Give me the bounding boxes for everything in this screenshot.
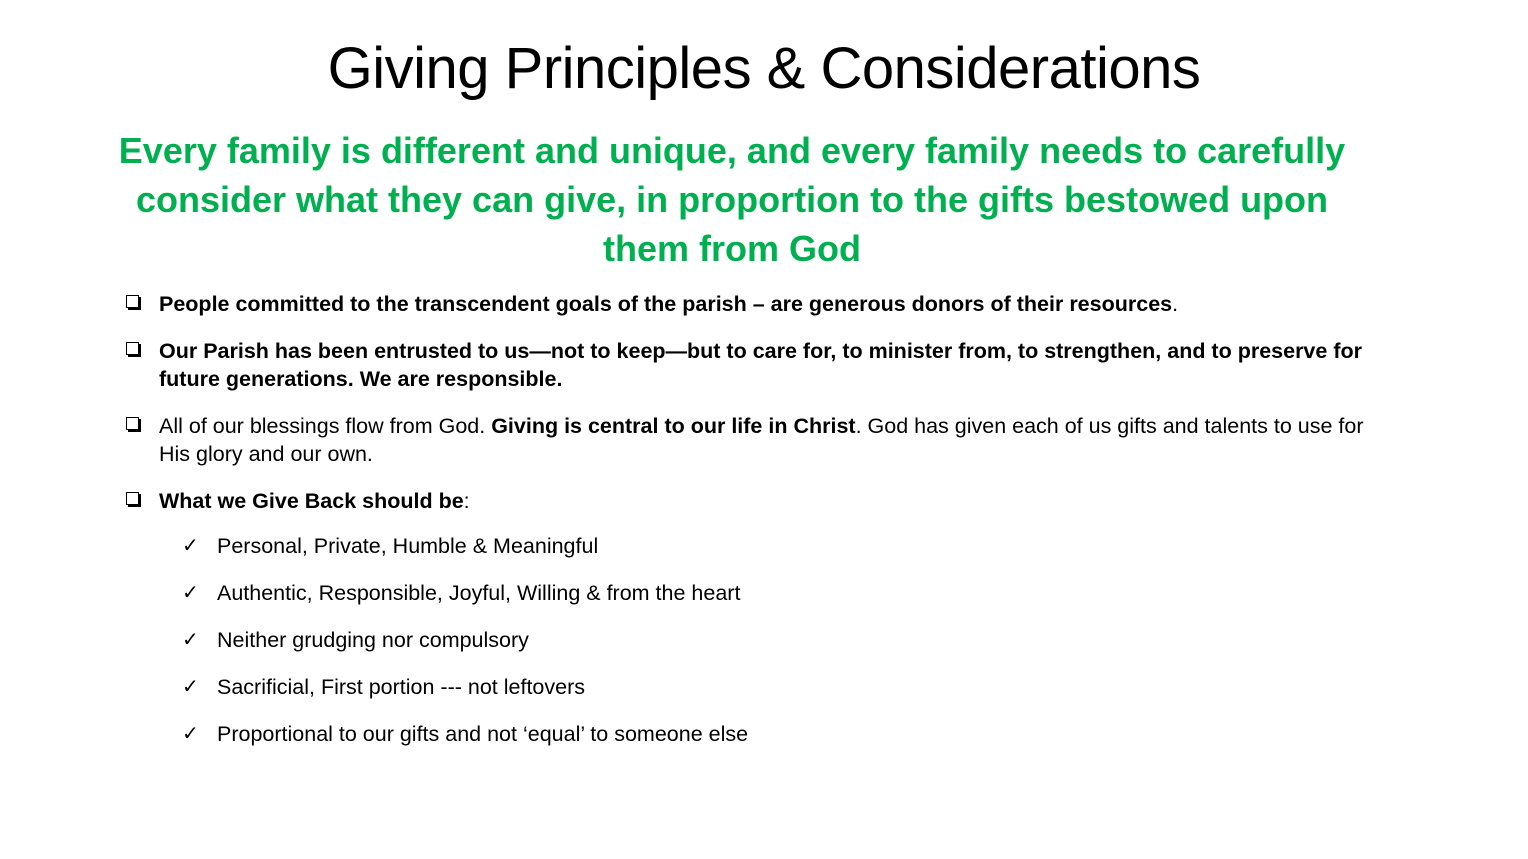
checkmark-icon: ✓ bbox=[182, 674, 199, 698]
checklist-text: Proportional to our gifts and not ‘equal’ to someone else bbox=[217, 722, 749, 746]
checklist-item bbox=[182, 532, 748, 560]
bullet-item bbox=[124, 337, 1364, 393]
checklist-text: Sacrificial, First portion --- not leftovers bbox=[217, 675, 585, 699]
checklist-text: Neither grudging nor compulsory bbox=[217, 628, 529, 652]
bullet-bold-text: People committed to the transcendent goals of the parish – are generous donors of their resources bbox=[159, 292, 1173, 316]
bullet-list bbox=[124, 290, 1364, 534]
checkmark-icon: ✓ bbox=[182, 721, 199, 745]
checklist-item bbox=[182, 673, 748, 701]
checklist-item bbox=[182, 626, 748, 654]
bullet-bold-text: What we Give Back should be bbox=[159, 489, 464, 513]
checkbox-square-icon bbox=[126, 492, 139, 505]
checkmark-icon: ✓ bbox=[182, 580, 199, 604]
checklist-text: Authentic, Responsible, Joyful, Willing & from the heart bbox=[217, 581, 741, 605]
bullet-trail-text: . God has given each of us gifts and talents to use for His glory and our own. bbox=[159, 414, 1364, 466]
slide-title: Giving Principles & Considerations bbox=[327, 36, 1201, 101]
checkmark-icon: ✓ bbox=[182, 627, 199, 651]
bullet-item bbox=[124, 487, 1364, 515]
bullet-lead-text: All of our blessings flow from God. bbox=[159, 414, 492, 438]
checkmark-icon: ✓ bbox=[182, 533, 199, 557]
checkbox-square-icon bbox=[126, 295, 139, 308]
bullet-item bbox=[124, 412, 1364, 468]
checklist-item bbox=[182, 579, 748, 607]
checklist-text: Personal, Private, Humble & Meaningful bbox=[217, 534, 599, 558]
bullet-trail-text: . bbox=[1172, 292, 1179, 316]
bullet-item bbox=[124, 290, 1364, 318]
checkbox-square-icon bbox=[126, 417, 139, 430]
bullet-trail-text: : bbox=[463, 489, 470, 513]
slide-subtitle: Every family is different and unique, and every family needs to carefully consider what they can give, in proportion to the gifts bestowed upon them from God bbox=[118, 130, 1346, 269]
checklist-item bbox=[182, 720, 748, 748]
checkbox-square-icon bbox=[126, 342, 139, 355]
bullet-bold-text: Giving is central to our life in Christ bbox=[491, 414, 856, 438]
checklist bbox=[182, 532, 748, 767]
bullet-bold-text: Our Parish has been entrusted to us—not to keep—but to care for, to minister from, to strengthen, and to preserve for future generations. We are responsible. bbox=[159, 339, 1362, 391]
